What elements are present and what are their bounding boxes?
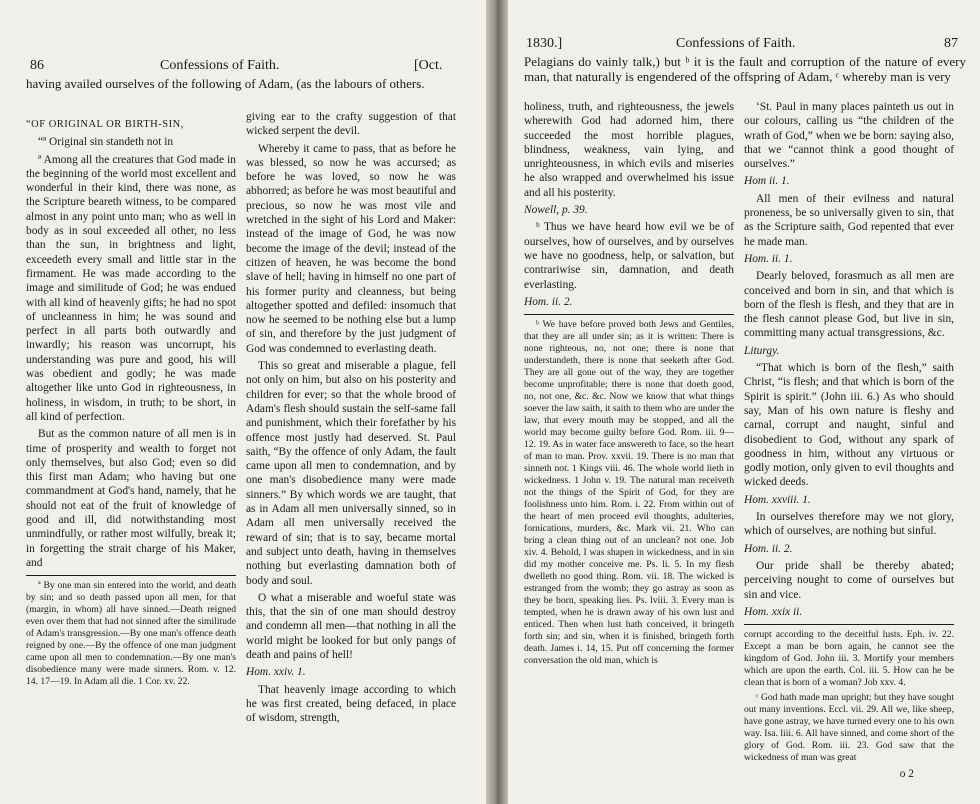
right-lead-in: Pelagians do vainly talk,) but ᵇ it is the fault and corruption of the nature of every man, that naturally is engendered of the offspring of Adam, ᶜ whereby man is very bbox=[524, 54, 966, 84]
citation: Nowell, p. 39. bbox=[524, 204, 588, 217]
footnote: ª By one man sin entered into the world, and death by sin; and so death passed upon all men, for that (margin, in whom) all have sinned.—Death reigned even over them that had not sinned after the similitude of Adam's transgression.—By one man's offence death reigned by one.—By the offence of one man judgment came upon all men to condemnation.—By one man's disobedience many were made sinners. Rom. v. 12. 14. 17—19. In Adam all die. 1 Cor. xv. 22. bbox=[26, 580, 236, 688]
left-running-date: [Oct. bbox=[414, 58, 443, 73]
right-page bbox=[508, 0, 980, 804]
footnote: ᵇ We have before proved both Jews and Gentiles, that they are all under sin; as it is written: There is none righteous, no, not one; there is none that understandeth, there is none that seeketh after God. They are all gone out of the way, they are together become unprofitable; there is none that doeth good, no, not one, &c. &c. Now we know that what things soever the law saith, it saith to them who are under the law, that every mouth may be stopped, and all the world may become guilty before God. Rom. iii. 9—12. 19. As in water face answereth to face, so the heart of man to man. Prov. xxvii. 19. There is no man that sinneth not. 1 Kings viii. 46. The whole world lieth in wickedness. 1 John v. 19. The natural man receiveth not the things of the Spirit of God, for they are foolishness unto him. Rom. i. 22. From within out of the heart of men proceed evil thoughts, adulteries, fornications, murders, &c. Mark vii. 21. Who can bring a clean thing out of an unclean? not one. Job xiv. 4. Behold, I was shapen in wickedness, and in sin did my mother conceive me. Ps. li. 5. In my flesh dwelleth no good thing. Rom. vii. 18. The wicked is estranged from the womb; they go astray as soon as they be born, speaking lies. Ps. lviii. 3. Every man is tempted, when he is drawn away of his own lust and enticed. Then when lust hath conceived, it bringeth forth sin; and sin, when it is finished, bringeth forth death. James i. 14, 15. Put off concerning the former conversation the old man, which is bbox=[524, 319, 734, 667]
paragraph: “That which is born of the flesh,” saith Christ, “is flesh; and that which is born of the Spirit is spirit.” (John iii. 6.) As who should say, Man of his own nature is fleshy and carnal, corrupt and naught, sinful and disobedient to God, without any spark of goodness in him, without any virtuous or godly motion, only given to evil thoughts and wicked deeds. bbox=[744, 362, 954, 489]
footnote: corrupt according to the deceitful lusts. Eph. iv. 22. Except a man be born again, he cannot see the kingdom of God. John iii. 3. Mortify your members which are upon the earth. Col. iii. 5. How can he be clean that is born of a woman? Job xxv. 4. bbox=[744, 629, 954, 689]
section-heading: “OF ORIGINAL OR BIRTH-SIN, bbox=[26, 119, 184, 130]
right-running-year: 1830.] bbox=[526, 36, 563, 51]
left-page bbox=[0, 0, 486, 804]
left-running-title: Confessions of Faith. bbox=[160, 58, 280, 73]
left-column-1 bbox=[26, 110, 236, 728]
paragraph: Our pride shall be thereby abated; perceiving nought to come of ourselves but sin and vice. bbox=[744, 559, 954, 601]
paragraph: Dearly beloved, forasmuch as all men are conceived and born in sin, and that which is born of the flesh is flesh, and they that are in the flesh cannot please God, but live in sin, committing many actual transgressions, &c. bbox=[744, 270, 954, 340]
paragraph: ᵇ Thus we have heard how evil we be of ourselves, how of ourselves, and by ourselves we have no goodness, help, or salvation, but contrariwise sin, damnation, and death everlasting. bbox=[524, 221, 734, 291]
footnote: ᶜ God hath made man upright; but they have sought out many inventions. Eccl. vii. 29. All we, like sheep, have gone astray, we have turned every one to his own way. Isa. liii. 6. All have sinned, and come short of the glory of God. Rom. iii. 23. God saw that the wickedness of man was great bbox=[744, 692, 954, 764]
section-subheading: “ª Original sin standeth not in bbox=[38, 136, 174, 149]
citation: Liturgy. bbox=[744, 344, 780, 357]
book-gutter bbox=[486, 0, 508, 804]
left-page-number: 86 bbox=[30, 58, 44, 73]
paragraph: ‘St. Paul in many places painteth us out in our colours, calling us “the children of the wrath of God,” when we be born: saying also, that we “cannot think a good thought of ourselves.” bbox=[744, 101, 954, 171]
citation: Hom. xxviii. 1. bbox=[744, 493, 811, 506]
footnote-divider bbox=[744, 624, 954, 625]
paragraph: In ourselves therefore may we not glory, which of ourselves, are nothing but sinful. bbox=[744, 511, 954, 538]
paragraph: holiness, truth, and righteousness, the jewels wherewith God had adorned him, there succeeded the most horrible plagues, blindness, weakness, vain lying, and unrighteousness, in which evils and miseries he also wrapped and overwhelmed his issue and all his posterity. bbox=[524, 101, 734, 199]
citation: Hom. xxix ii. bbox=[744, 605, 803, 618]
left-column-2 bbox=[246, 110, 456, 728]
left-lead-in: having availed ourselves of the following of Adam, (as the labours of others. bbox=[26, 76, 425, 91]
citation: Hom. ii. 2. bbox=[524, 295, 573, 308]
paragraph: O what a miserable and woeful state was this, that the sin of one man should destroy and condemn all men—that nothing in all the world might be looked for but only pangs of death and pains of hell! bbox=[246, 591, 456, 661]
right-column-2 bbox=[744, 100, 954, 784]
paragraph: That heavenly image according to which he was first created, being defaced, in place of wisdom, strength, bbox=[246, 683, 456, 725]
paragraph: This so great and miserable a plague, fell not only on him, but also on his posterity and children for ever; so that the whole brood of Adam's flesh should sustain the self-same fall and punishment, which their forefather by his offence most justly had deserved. St. Paul saith, “By the offence of only Adam, the fault came upon all men to condemnation, and by one man's disobedience many were made sinners.” By which words we are taught, that as in Adam all men universally sinned, so in Adam all men universally received the reward of sin; that is to say, became mortal and subject unto death, having in themselves nothing but everlasting damnation both of body and soul. bbox=[246, 360, 456, 587]
right-column-1 bbox=[524, 100, 734, 784]
footnote-divider bbox=[26, 575, 236, 576]
citation: Hom. ii. 2. bbox=[744, 542, 793, 555]
footnote-divider bbox=[524, 314, 734, 315]
citation: Hom. xxiv. 1. bbox=[246, 666, 306, 679]
right-running-title: Confessions of Faith. bbox=[676, 36, 796, 51]
paragraph: ª Among all the creatures that God made in the beginning of the world most excellent and wonderful in their kind, there was none, as the Scripture beareth witness, to be compared almost in any point unto man; who as well in body as in soul exceeded all other, no less than the sun, in brightness and light, exceedeth every small and little star in the firmament. He was made according to the image and similitude of God; he was endued with all kind of heavenly gifts; he had no spot of uncleanness in him; he was sound and perfect in all parts both outwardly and inwardly; his reason was uncorrupt, his understanding was pure and good, his will was obedient and godly; he was made altogether like unto God in righteousness, in holiness, in wisdom, in truth; to be short, in all kind of perfection. bbox=[26, 153, 236, 423]
left-columns bbox=[26, 110, 456, 728]
paragraph: Whereby it came to pass, that as before he was blessed, so now he was accursed; as before he was loved, so now he was abhorred; as before he was most beautiful and precious, so now he was most vile and wretched in the sight of his Lord and Maker: instead of the image of God, he was now become the image of the devil; instead of the citizen of heaven, he was become the bond slave of hell; having in himself no one part of his former purity and cleanness, but being altogether spotted and defiled: insomuch that now he seemed to be nothing else but a lump of sin, and therefore by the just judgment of God was condemned to everlasting death. bbox=[246, 142, 456, 355]
paragraph: But as the common nature of all men is in time of prosperity and wealth to forget not only themselves, but also God; even so did this first man Adam; who having but one commandment at God's hand, namely, that he should not eat of the fruit of knowledge of good and ill, did notwithstanding most unmindfully, or rather most wilfully, break it; in forgetting the strait charge of his Maker, and bbox=[26, 428, 236, 569]
paragraph: giving ear to the crafty suggestion of that wicked serpent the devil. bbox=[246, 111, 456, 138]
signature-mark: o 2 bbox=[899, 768, 914, 781]
paragraph: All men of their evilness and natural proneness, be so universally given to sin, that as the Scripture saith, God repented that ever he made man. bbox=[744, 192, 954, 248]
right-columns bbox=[524, 100, 954, 784]
right-page-number: 87 bbox=[944, 36, 958, 51]
citation: Hom ii. 1. bbox=[744, 175, 790, 188]
citation: Hom. ii. 1. bbox=[744, 252, 793, 265]
